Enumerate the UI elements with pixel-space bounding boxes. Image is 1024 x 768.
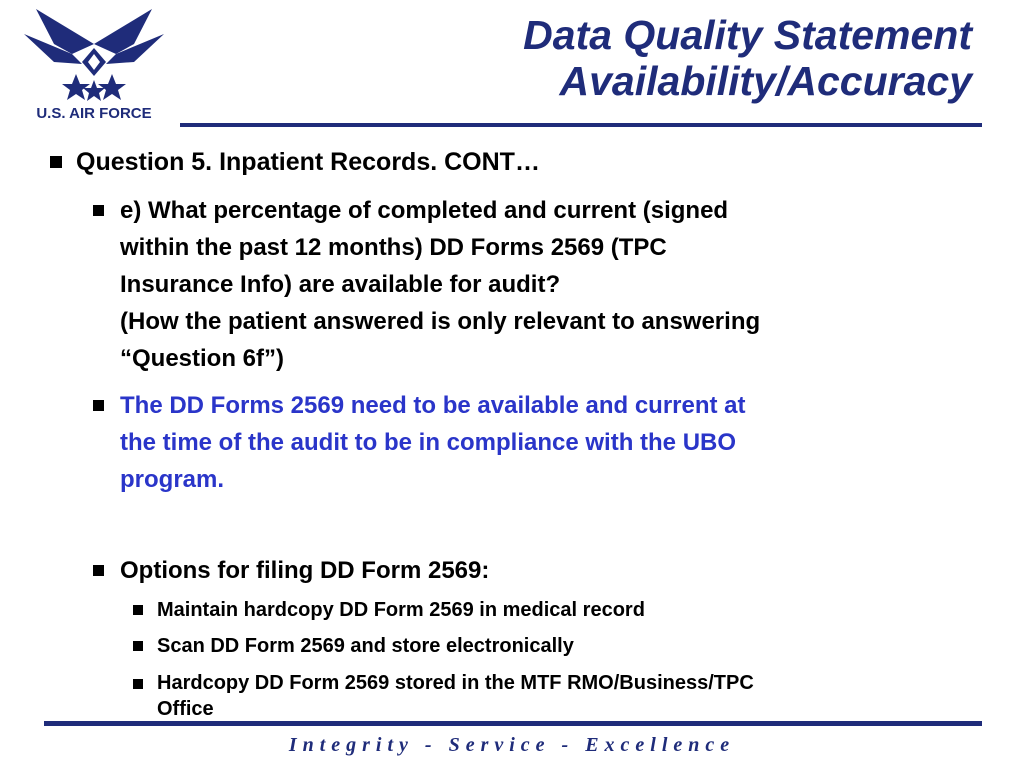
- air-force-logo: [14, 4, 174, 126]
- square-bullet-icon: [93, 400, 104, 411]
- title-line-1: Data Quality Statement: [523, 12, 972, 58]
- question-line: e) What percentage of completed and current (signed: [120, 197, 729, 224]
- air-force-wings-icon: [14, 4, 174, 104]
- compliance-line: the time of the audit to be in compliance with the UBO: [120, 429, 737, 456]
- square-bullet-icon: [93, 205, 104, 216]
- square-bullet-icon: [93, 565, 104, 576]
- option-text: Maintain hardcopy DD Form 2569 in medical record: [157, 599, 645, 621]
- heading-bullet: [50, 145, 540, 179]
- options-bullet: [93, 552, 963, 589]
- question-bullet: [93, 192, 963, 377]
- compliance-text: [120, 387, 746, 498]
- square-bullet-icon: [133, 679, 143, 689]
- options-label: Options for filing DD Form 2569:: [120, 557, 490, 584]
- logo-wordmark: U.S. AIR FORCE: [36, 105, 152, 122]
- option-item: [133, 596, 953, 624]
- question-line: Insurance Info) are available for audit?: [120, 271, 561, 298]
- heading-text: Question 5. Inpatient Records. CONT…: [76, 148, 540, 176]
- title-line-2: Availability/Accuracy: [559, 58, 972, 104]
- square-bullet-icon: [133, 641, 143, 651]
- compliance-line: The DD Forms 2569 need to be available and current at: [120, 392, 746, 419]
- square-bullet-icon: [50, 156, 62, 168]
- option-text: Scan DD Form 2569 and store electronically: [157, 635, 574, 657]
- slide-title: [523, 12, 972, 104]
- option-line: Office: [157, 698, 214, 720]
- option-line: Hardcopy DD Form 2569 stored in the MTF RMO/Business/TPC: [157, 672, 754, 694]
- compliance-bullet: [93, 387, 963, 498]
- square-bullet-icon: [133, 605, 143, 615]
- question-line: within the past 12 months) DD Forms 2569 (TPC: [120, 234, 667, 261]
- compliance-line: program.: [120, 466, 225, 493]
- question-text: [120, 192, 760, 377]
- question-line: (How the patient answered is only relevant to answering: [120, 308, 761, 335]
- question-line: “Question 6f”): [120, 345, 285, 372]
- footer-divider: [44, 721, 982, 726]
- option-item: [133, 632, 953, 660]
- option-item: [133, 670, 953, 722]
- footer-motto: Integrity - Service - Excellence: [288, 734, 736, 756]
- title-divider: [180, 123, 982, 127]
- option-text: [157, 670, 754, 722]
